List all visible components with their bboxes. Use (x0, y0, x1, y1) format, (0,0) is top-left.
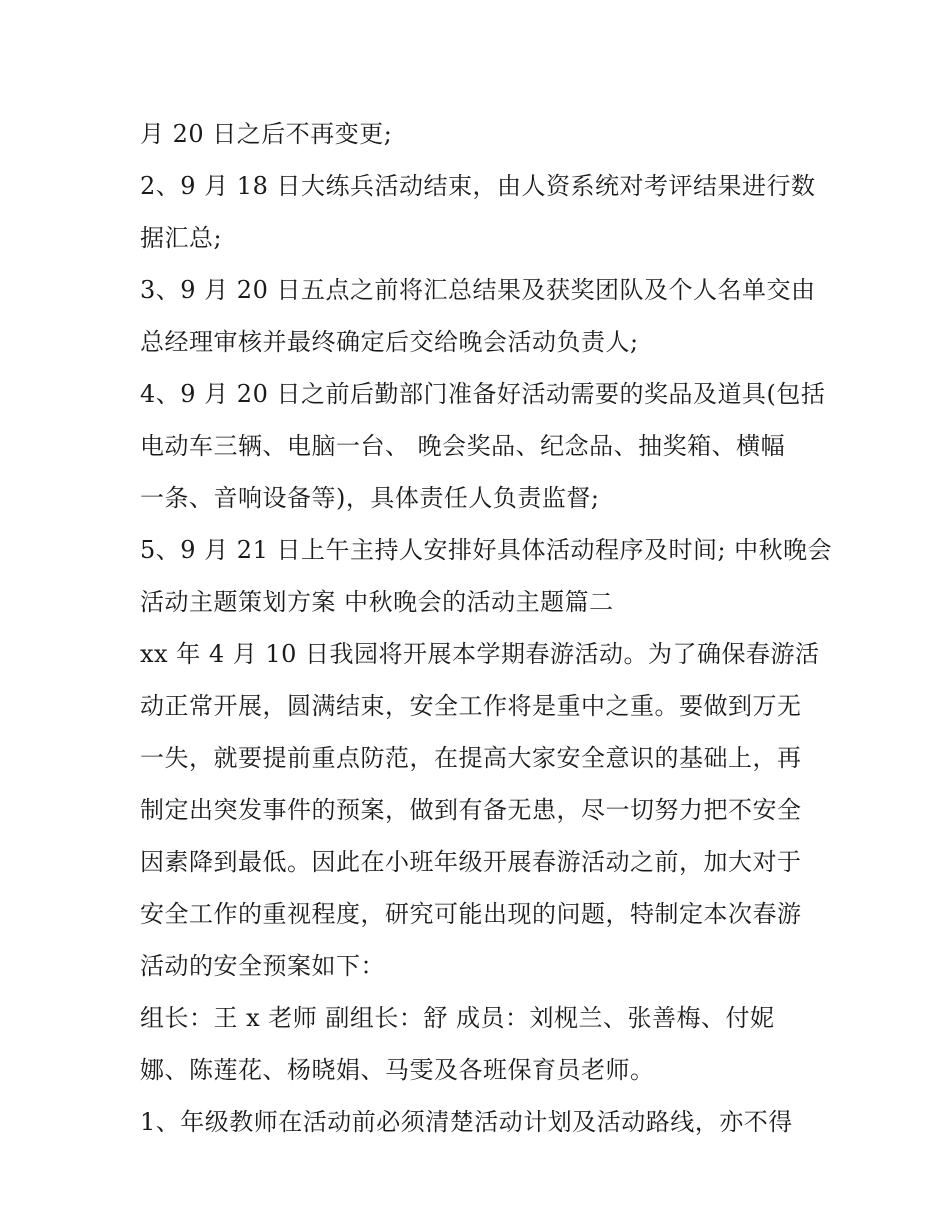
text-line: 3、9 月 20 日五点之前将汇总结果及获奖团队及个人名单交由 (140, 276, 816, 304)
text-line: 一失，就要提前重点防范，在提高大家安全意识的基础上，再 (140, 744, 802, 772)
body-text (140, 108, 833, 1148)
text-line: 活动主题策划方案 中秋晚会的活动主题篇二 (140, 588, 614, 616)
text-line: 活动的安全预案如下： (140, 952, 385, 980)
text-line: 5、9 月 21 日上午主持人安排好具体活动程序及时间; 中秋晚会 (140, 536, 833, 564)
text-line: 一条、音响设备等)，具体责任人负责监督; (140, 484, 600, 512)
text-line: 月 20 日之后不再变更; (140, 120, 393, 148)
text-line: 据汇总; (140, 224, 223, 252)
text-line: xx 年 4 月 10 日我园将开展本学期春游活动。为了确保春游活 (140, 640, 820, 668)
text-line: 1、年级教师在活动前必须清楚活动计划及活动路线，亦不得 (140, 1108, 793, 1136)
text-line: 制定出突发事件的预案，做到有备无患，尽一切努力把不安全 (140, 796, 802, 824)
text-line: 安全工作的重视程度，研究可能出现的问题，特制定本次春游 (140, 900, 802, 928)
text-line: 4、9 月 20 日之前后勤部门准备好活动需要的奖品及道具(包括 (140, 380, 826, 408)
text-line: 总经理审核并最终确定后交给晚会活动负责人; (140, 328, 639, 356)
text-line: 电动车三辆、电脑一台、 晚会奖品、纪念品、抽奖箱、横幅 (140, 432, 786, 460)
text-line: 动正常开展，圆满结束，安全工作将是重中之重。要做到万无 (140, 692, 802, 720)
text-line: 因素降到最低。因此在小班年级开展春游活动之前，加大对于 (140, 848, 802, 876)
text-line: 娜、陈莲花、杨晓娟、马雯及各班保育员老师。 (140, 1056, 655, 1084)
text-line: 2、9 月 18 日大练兵活动结束，由人资系统对考评结果进行数 (140, 172, 816, 200)
text-line: 组长：王 x 老师 副组长：舒 成员：刘枧兰、张善梅、付妮 (140, 1004, 775, 1032)
